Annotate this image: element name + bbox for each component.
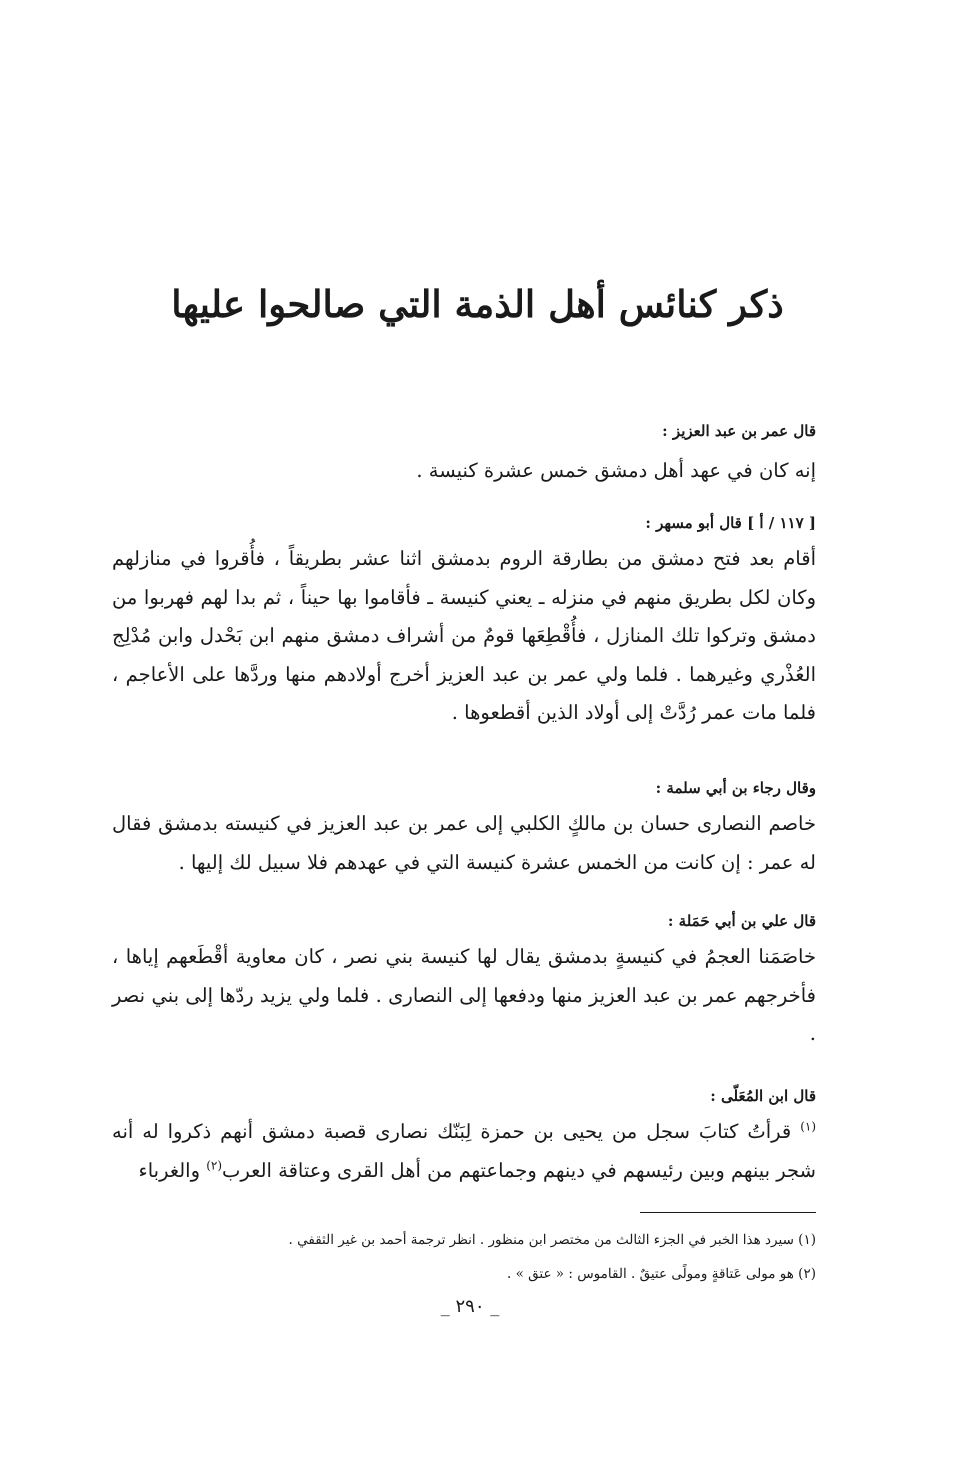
paragraph: خاصم النصارى حسان بن مالكٍ الكلبي إلى عمر بن عبد العزيز في كنيسته بدمشق فقال له عمر : إن كانت من الخمس عشرة كنيسة التي في عهدهم فلا سبيل لك إليها .	[112, 812, 816, 874]
footnote-2: (٢) هو مولى عَتاقةٍ ومولًى عتيقٌ . القاموس : « عتق » .	[507, 1266, 816, 1282]
section-5	[112, 1085, 816, 1190]
paragraph-text: قرأتُ كتابَ سجل من يحيى بن حمزة لِبَنّك نصارى قصبة دمشق أنهم ذكروا له أنه شجر بينهم وبين رئيسهم في دينهم وجماعتهم من أهل القرى وعتاقة العرب	[112, 1120, 816, 1182]
page-number: _ ٢٩٠ _	[440, 1296, 500, 1317]
speaker-heading: [ ١١٧ / أ ] قال أبو مسهر :	[645, 514, 816, 532]
paragraph-text: والغرباء	[138, 1158, 207, 1182]
speaker-heading: قال علي بن أبي حَمَلة :	[667, 912, 816, 930]
section-3	[112, 777, 816, 882]
paragraph: أقام بعد فتح دمشق من بطارقة الروم بدمشق اثنا عشر بطريقاً ، فأُقروا في منازلهم وكان لكل بطريق منهم في منزله ـ يعني كنيسة ـ فأقاموا بها حيناً ، ثم بدا لهم فهربوا من دمشق وتركوا تلك المنازل ، فأُقْطِعَها قومٌ من أشراف دمشق منهم ابن بَحْدل وابن مُدْلِج العُذْري وغيرهما . فلما ولي عمر بن عبد العزيز أخرج أولادهم منها وردَّها على الأعاجم ، فلما مات عمر رُدَّتْ إلى أولاد الذين أقطعوها .	[112, 547, 816, 724]
footnote-marker: (١)	[800, 1119, 817, 1134]
page-title: ذكر كنائس أهل الذمة التي صالحوا عليها	[171, 282, 784, 326]
section-2	[112, 512, 816, 733]
section-1	[112, 420, 816, 491]
speaker-heading: قال ابن المُعَلّى :	[710, 1087, 816, 1105]
section-4	[112, 910, 816, 1054]
footnote-divider	[640, 1212, 816, 1213]
speaker-heading: قال عمر بن عبد العزيز :	[662, 422, 816, 440]
paragraph: خاصَمَنا العجمُ في كنيسةٍ بدمشق يقال لها كنيسة بني نصر ، كان معاوية أقْطَعهم إياها ، فأخرجهم عمر بن عبد العزيز منها ودفعها إلى النصارى . فلما ولي يزيد ردّها إلى بني نصر .	[112, 945, 816, 1045]
footnote-1: (١) سيرد هذا الخبر في الجزء الثالث من مختصر ابن منظور . انظر ترجمة أحمد بن غير الثقفي .	[288, 1232, 816, 1248]
paragraph: إنه كان في عهد أهل دمشق خمس عشرة كنيسة .	[416, 459, 816, 482]
paragraph	[112, 1113, 816, 1190]
footnote-marker: (٢)	[206, 1158, 223, 1172]
speaker-heading: وقال رجاء بن أبي سلمة :	[655, 779, 816, 797]
